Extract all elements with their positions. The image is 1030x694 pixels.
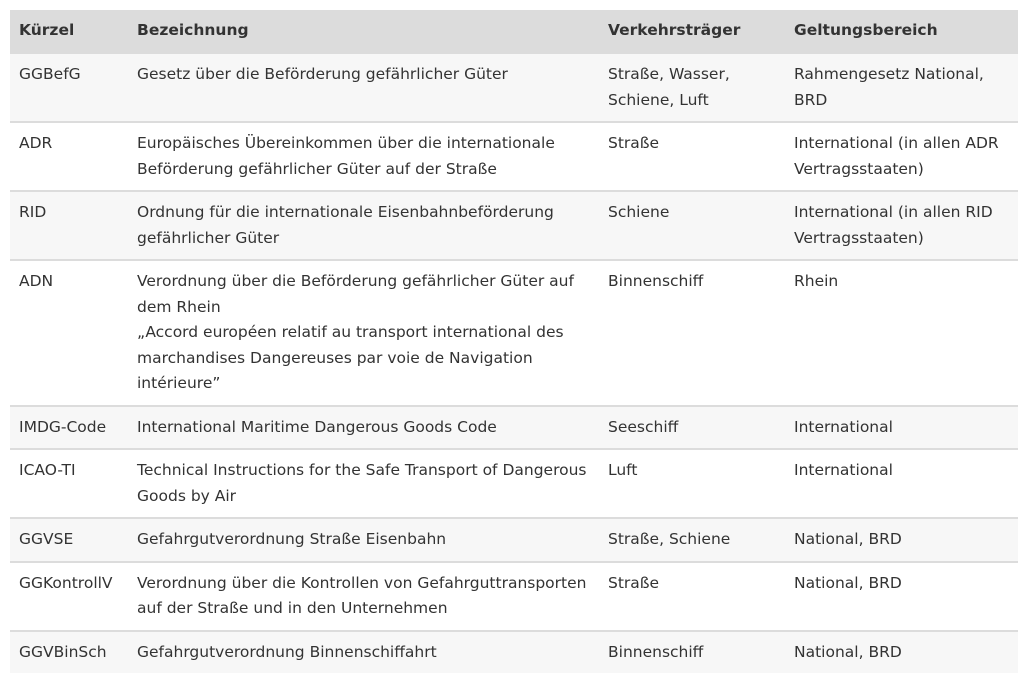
bezeichnung-line: International Maritime Dangerous Goods Code [137,417,497,436]
cell-verkehrstraeger: Straße [599,562,785,631]
table-row [10,449,1018,518]
cell-kuerzel: ADR [10,122,128,191]
bezeichnung-line: Gesetz über die Beförderung gefährlicher Güter [137,65,508,83]
table-row [10,406,1018,450]
cell-verkehrstraeger: Straße, Wasser, Schiene, Luft [599,53,785,122]
table-row [10,631,1018,674]
bezeichnung-line: Verordnung über die Kontrollen von Gefahrguttransporten auf der Straße und in den Unternehmen [137,573,587,617]
cell-verkehrstraeger: Straße, Schiene [599,518,785,562]
cell-geltungsbereich: International (in allen RID Vertragsstaaten) [785,191,1018,260]
bezeichnung-line: „Accord européen relatif au transport international des marchandises Dangereuses par voie de Navigation intérieure” [137,323,564,392]
cell-bezeichnung [128,191,599,260]
cell-bezeichnung [128,122,599,191]
cell-verkehrstraeger: Seeschiff [599,406,785,450]
table-row [10,562,1018,631]
table-row [10,122,1018,191]
cell-kuerzel: ICAO-TI [10,449,128,518]
cell-geltungsbereich: Rhein [785,260,1018,406]
cell-geltungsbereich: National, BRD [785,562,1018,631]
cell-geltungsbereich: International [785,406,1018,450]
cell-geltungsbereich: National, BRD [785,631,1018,674]
table-row [10,260,1018,406]
cell-bezeichnung [128,406,599,450]
cell-kuerzel: RID [10,191,128,260]
cell-kuerzel: GGVBinSch [10,631,128,674]
header-kuerzel: Kürzel [10,10,128,53]
cell-verkehrstraeger: Binnenschiff [599,631,785,674]
cell-bezeichnung [128,260,599,406]
cell-verkehrstraeger: Straße [599,122,785,191]
bezeichnung-line: Ordnung für die internationale Eisenbahnbeförderung gefährlicher Güter [137,203,554,247]
cell-geltungsbereich: Rahmengesetz National, BRD [785,53,1018,122]
dangerous-goods-regulations-table [10,10,1018,673]
cell-verkehrstraeger: Binnenschiff [599,260,785,406]
cell-bezeichnung [128,562,599,631]
table-row [10,53,1018,122]
cell-verkehrstraeger: Schiene [599,191,785,260]
cell-bezeichnung [128,518,599,562]
cell-geltungsbereich: National, BRD [785,518,1018,562]
cell-kuerzel: GGKontrollV [10,562,128,631]
cell-geltungsbereich: International [785,449,1018,518]
table-header-row [10,10,1018,53]
bezeichnung-line: Gefahrgutverordnung Binnenschiffahrt [137,642,437,661]
table-row [10,191,1018,260]
header-verkehrstraeger: Verkehrsträger [599,10,785,53]
header-geltungsbereich: Geltungsbereich [785,10,1018,53]
cell-bezeichnung [128,53,599,122]
cell-geltungsbereich: International (in allen ADR Vertragsstaaten) [785,122,1018,191]
cell-kuerzel: ADN [10,260,128,406]
cell-kuerzel: GGVSE [10,518,128,562]
table-row [10,518,1018,562]
cell-kuerzel: GGBefG [10,53,128,122]
bezeichnung-line: Verordnung über die Beförderung gefährlicher Güter auf dem Rhein [137,272,574,316]
cell-kuerzel: IMDG-Code [10,406,128,450]
bezeichnung-line: Europäisches Übereinkommen über die internationale Beförderung gefährlicher Güter auf der Straße [137,134,555,178]
header-bezeichnung: Bezeichnung [128,10,599,53]
bezeichnung-line: Gefahrgutverordnung Straße Eisenbahn [137,530,447,548]
bezeichnung-line: Technical Instructions for the Safe Transport of Dangerous Goods by Air [137,461,587,505]
cell-bezeichnung [128,449,599,518]
cell-verkehrstraeger: Luft [599,449,785,518]
cell-bezeichnung [128,631,599,674]
